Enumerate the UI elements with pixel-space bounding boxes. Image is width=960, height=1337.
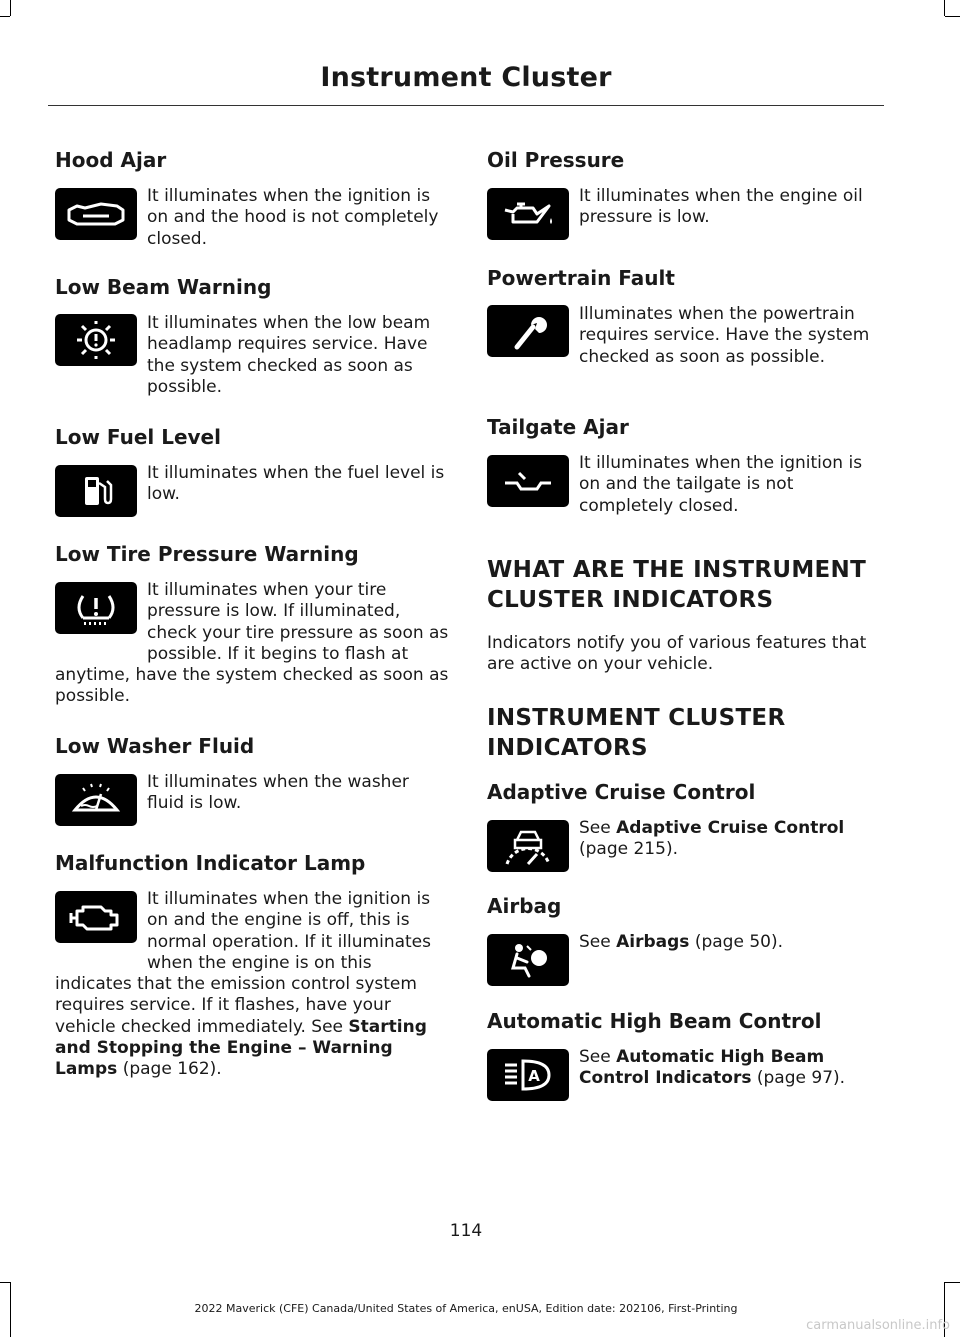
section-malfunction-indicator — [55, 849, 451, 1080]
what-are-indicators-text: Indicators notify you of various features that are active on your vehicle. — [487, 633, 867, 675]
section-title: Oil Pressure — [487, 148, 625, 172]
section-title: Airbag — [487, 894, 562, 918]
crop-mark — [0, 1282, 10, 1283]
section-powertrain-fault — [487, 264, 883, 367]
see-label: See — [579, 932, 617, 952]
section-body: It illuminates when the engine oil pressure is low. — [579, 186, 863, 228]
section-low-tire-pressure — [55, 540, 451, 707]
section-body — [487, 1047, 883, 1090]
section-body-text: Illuminates when the powertrain requires service. Have the system checked as soon as possible. — [579, 304, 870, 367]
section-title: Malfunction Indicator Lamp — [55, 851, 366, 875]
cross-reference-link[interactable]: Starting and Stopping the Engine – Warning Lamps — [55, 1016, 427, 1080]
crop-mark — [0, 16, 10, 17]
section-body — [487, 932, 883, 953]
section-title: Low Tire Pressure Warning — [55, 542, 359, 566]
section-body: It illuminates when the ignition is on and the tailgate is not completely closed. — [579, 453, 863, 516]
heading-line: CLUSTER INDICATORS — [487, 587, 774, 613]
section-body: It illuminates when the washer fluid is low. — [147, 772, 409, 814]
heading-line: INDICATORS — [487, 735, 648, 761]
header-divider — [48, 105, 884, 106]
section-airbag — [487, 892, 883, 952]
section-title: Low Beam Warning — [55, 275, 272, 299]
section-body: It illuminates when the ignition is on and the hood is not completely closed. — [147, 186, 439, 249]
section-title: Low Fuel Level — [55, 425, 221, 449]
svg-text:A: A — [528, 1067, 540, 1085]
crop-mark — [10, 0, 11, 16]
section-adaptive-cruise — [487, 778, 883, 860]
section-body: It illuminates when the fuel level is low. — [147, 463, 445, 505]
heading-instrument-cluster-indicators — [487, 703, 887, 763]
crop-mark — [945, 1282, 960, 1283]
heading-line: INSTRUMENT CLUSTER — [487, 705, 786, 731]
section-title: Adaptive Cruise Control — [487, 780, 756, 804]
section-title: Tailgate Ajar — [487, 415, 629, 439]
page-reference: (page 162). — [117, 1059, 222, 1080]
section-body — [487, 304, 883, 368]
watermark: carmanualsonline.info — [806, 1318, 950, 1333]
heading-line: WHAT ARE THE INSTRUMENT — [487, 557, 867, 583]
crop-mark — [945, 16, 960, 17]
page-reference: (page 215). — [579, 839, 678, 860]
section-body-text: It illuminates when your tire pressure is low. If illuminated, check your tire pressure as soon as possible. If it begins to flash at anytime, have the system checked as soon as possible. — [55, 580, 449, 707]
page-number: 114 — [449, 1221, 483, 1241]
section-low-washer-fluid — [55, 732, 451, 814]
see-label: See — [579, 1047, 617, 1067]
cross-reference-link[interactable]: Adaptive Cruise Control — [616, 818, 845, 838]
section-low-beam — [55, 273, 451, 397]
section-title: Automatic High Beam Control — [487, 1009, 822, 1033]
see-label: See — [579, 818, 617, 838]
section-body-text: It illuminates when the ignition is on and the engine is off, this is normal operation. If it illuminates when the engine is on this indicates that the emission control system requires service. If it flashes, have your vehicle checked immediately. See — [55, 889, 431, 1037]
section-title: Hood Ajar — [55, 148, 167, 172]
page-reference: (page 97). — [751, 1068, 846, 1089]
crop-mark — [944, 0, 945, 16]
section-hood-ajar — [55, 146, 451, 249]
section-title: Low Washer Fluid — [55, 734, 255, 758]
section-body — [55, 889, 451, 1081]
edition-footer: 2022 Maverick (CFE) Canada/United States of America, enUSA, Edition date: 202106, First-Printing — [194, 1302, 738, 1315]
section-body — [487, 818, 883, 861]
page-title: Instrument Cluster — [320, 62, 612, 93]
section-body-text: It illuminates when the low beam headlamp requires service. Have the system checked as soon as possible. — [147, 313, 431, 397]
section-body — [55, 313, 451, 398]
heading-what-are-indicators — [487, 555, 887, 615]
page-reference: (page 50). — [689, 932, 783, 952]
section-body — [55, 580, 451, 708]
section-low-fuel — [55, 423, 451, 505]
cross-reference-link[interactable]: Automatic High Beam Control Indicators — [579, 1047, 825, 1089]
section-auto-high-beam — [487, 1007, 883, 1089]
section-oil-pressure — [487, 146, 883, 228]
section-title: Powertrain Fault — [487, 266, 675, 290]
section-tailgate-ajar — [487, 413, 883, 516]
cross-reference-link[interactable]: Airbags — [616, 932, 690, 952]
